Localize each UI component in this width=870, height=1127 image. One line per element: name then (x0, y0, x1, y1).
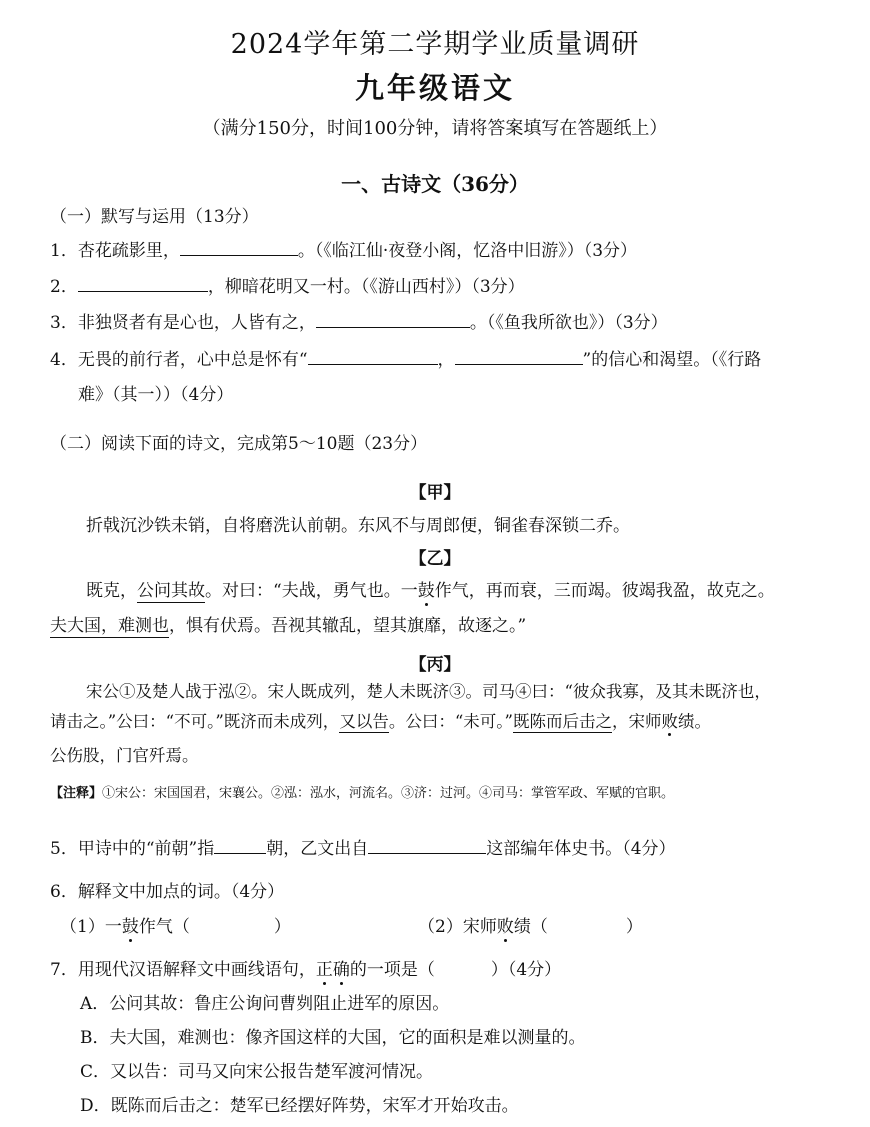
exam-title: 2024学年第二学期学业质量调研 (230, 29, 640, 60)
yi-underline-1: 公问其故 (137, 581, 205, 601)
exam-subject: 九年级语文 (354, 71, 515, 105)
q6-s1-dotted: 鼓 (121, 917, 139, 937)
q4-text: 无畏的前行者，心中总是怀有“ (77, 350, 308, 370)
q7-option-b[interactable]: B．夫大国，难测也：像齐国这样的大国，它的面积是难以测量的。 (80, 1028, 586, 1048)
q6-s2-dotted: 败 (496, 917, 514, 937)
q7-option-c[interactable]: C．又以告：司马又向宋公报告楚军渡河情况。 (80, 1062, 434, 1082)
q3-text: 非独贤者有是心也，人皆有之， (77, 313, 316, 333)
q5-text-c: 这部编年体史书。（4分） (486, 839, 676, 859)
question-4 (50, 345, 761, 370)
passage-jia-tag: 【甲】 (409, 483, 461, 503)
passage-yi-line2 (50, 611, 526, 636)
q7-option-d[interactable]: D．既陈而后击之：楚军已经摆好阵势，宋军才开始攻击。 (80, 1096, 519, 1116)
q3-blank[interactable] (316, 311, 470, 328)
q7-text-c: ）（4分） (490, 960, 562, 980)
passage-yi-line1 (86, 576, 775, 601)
annotation (50, 782, 674, 801)
bing-dotted-word: 败 (661, 712, 678, 731)
passage-jia-text: 折戟沉沙铁未销，自将磨洗认前朝。东风不与周郎便，铜雀春深锁二乔。 (86, 516, 630, 536)
q6-sub-1 (60, 912, 291, 937)
q4-source: ”的信心和渴望。（《行路 (582, 350, 762, 370)
q5-text-a: 甲诗中的“前朝”指 (77, 839, 215, 859)
q7-text-b: 的一项是（ (349, 960, 435, 980)
q4-blank-2[interactable] (455, 348, 583, 365)
q2-blank[interactable] (78, 275, 208, 292)
q2-number: 2． (50, 277, 78, 297)
bing-l2-b: 。公曰：“未可。” (388, 712, 513, 731)
q7-dotted-2: 确 (332, 960, 350, 980)
q6-sub-2 (418, 912, 643, 937)
yi-l1-c: 作气，再而衰，三而竭。彼竭我盈，故克之。 (434, 581, 775, 601)
q6-s2-b: 绩（ (513, 917, 548, 937)
q1-blank[interactable] (180, 239, 298, 256)
q6-number: 6． (50, 882, 78, 902)
bing-underline-2: 既陈而后击之 (512, 712, 612, 731)
question-5 (50, 834, 676, 859)
q6-s2-c: ） (625, 917, 643, 937)
exam-note: （满分150分，时间100分钟，请将答案填写在答题纸上） (202, 118, 668, 139)
bing-l2-e: 绩。 (677, 712, 711, 731)
q7-dotted-1: 正 (315, 960, 333, 980)
question-4-line2: 难》（其一））（4分） (78, 385, 234, 405)
q6-s1-a: （1）一 (60, 917, 122, 937)
passage-yi-tag: 【乙】 (409, 549, 461, 569)
part2-title: （二）阅读下面的诗文，完成第5～10题（23分） (50, 434, 428, 454)
q7-option-a[interactable]: A．公问其故：鲁庄公询问曹刿阻止进军的原因。 (80, 994, 450, 1014)
yi-l2-b: ，惧有伏焉。吾视其辙乱，望其旗靡，故逐之。” (169, 616, 527, 636)
yi-l1-a: 既克， (86, 581, 137, 601)
q6-text: 解释文中加点的词。（4分） (77, 882, 285, 902)
q6-s1-b: 作气（ (138, 917, 190, 937)
passage-bing-line2 (50, 708, 711, 732)
bing-l2-c: ，宋师 (611, 712, 662, 731)
q1-text: 杏花疏影里， (77, 241, 180, 261)
q4-comma: ， (437, 350, 455, 370)
q1-source: 。（《临江仙·夜登小阁，忆洛中旧游》）（3分） (297, 241, 638, 261)
question-3 (50, 308, 668, 333)
q2-text: ，柳暗花明又一村。（《游山西村》）（3分） (207, 277, 525, 297)
question-2 (50, 272, 525, 297)
question-7 (50, 955, 561, 980)
q7-number: 7． (50, 960, 78, 980)
bing-l2-a: 请击之。”公曰：“不可。”既济而未成列， (50, 712, 340, 731)
q7-text-a: 用现代汉语解释文中画线语句， (77, 960, 316, 980)
yi-underline-2: 夫大国，难测也 (50, 616, 169, 636)
question-6 (50, 877, 284, 902)
passage-bing-line1: 宋公①及楚人战于泓②。宋人既成列，楚人未既济③。司马④曰：“彼众我寡，及其未既济也， (86, 682, 771, 701)
q5-blank-1[interactable] (214, 837, 266, 854)
annotation-tag: 【注释】 (50, 786, 103, 801)
q6-s1-c: ） (273, 917, 291, 937)
q5-number: 5． (50, 839, 78, 859)
bing-underline-1: 又以告 (339, 712, 389, 731)
yi-dotted-word: 鼓 (417, 581, 435, 601)
q3-number: 3． (50, 313, 78, 333)
question-1 (50, 236, 637, 261)
yi-l1-b: 。对曰：“夫战，勇气也。一 (205, 581, 418, 601)
q3-source: 。（《鱼我所欲也》）（3分） (469, 313, 668, 333)
q4-blank-1[interactable] (308, 348, 438, 365)
part1-title: （一）默写与运用（13分） (50, 207, 259, 227)
q4-number: 4． (50, 350, 78, 370)
q5-text-b: 朝，乙文出自 (266, 839, 369, 859)
passage-bing-tag: 【丙】 (409, 655, 461, 675)
annotation-text: ①宋公：宋国国君，宋襄公。②泓：泓水，河流名。③济：过河。④司马：掌管军政、军赋的官职。 (102, 786, 675, 801)
q6-s2-a: （2）宋师 (418, 917, 497, 937)
q5-blank-2[interactable] (368, 837, 486, 854)
passage-bing-line3: 公伤股，门官歼焉。 (50, 746, 199, 765)
q1-number: 1． (50, 241, 78, 261)
section-title: 一、古诗文（36分） (341, 172, 529, 196)
